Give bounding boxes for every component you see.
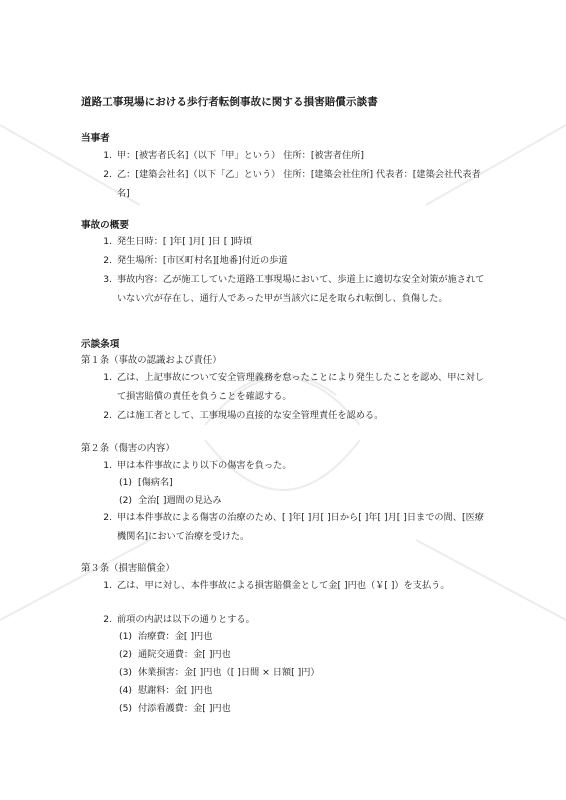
item-number: 1.	[103, 580, 112, 591]
sub-item-text: 全治[ ]週間の見込み	[138, 495, 222, 506]
sub-item	[119, 646, 231, 660]
item-text: 前項の内訳は以下の通りとする。	[117, 614, 255, 625]
item-number: 1.	[103, 150, 112, 161]
sub-item	[119, 628, 212, 642]
item-text: 甲は本件事故による傷害の治療のため、[ ]年[ ]月[ ]日から[ ]年[ ]月[ ]日までの間、[医療機関名]において治療を受けた。	[117, 512, 484, 542]
list-item	[100, 406, 490, 425]
summary-heading: 事故の概要	[81, 220, 129, 231]
item-number: 2.	[103, 169, 112, 180]
item-number: 2.	[103, 614, 112, 625]
item-number: 1.	[103, 460, 112, 471]
list-item	[100, 456, 490, 475]
item-text: 甲：[被害者氏名]（以下「甲」という） 住所：[被害者住所]	[117, 150, 364, 161]
sub-item-text: 付添看護費：金[ ]円也	[138, 703, 231, 714]
list-item	[100, 576, 490, 595]
sub-item-number: (1)	[119, 631, 133, 642]
item-text: 乙は施工者として、工事現場の直接的な安全管理責任を認める。	[117, 410, 384, 421]
sub-item-text: [傷病名]	[138, 477, 173, 488]
sub-item	[119, 474, 173, 488]
item-number: 2.	[103, 512, 112, 523]
sub-item-number: (3)	[119, 667, 133, 678]
item-text: 乙は、上記事故について安全管理義務を怠ったことにより発生したことを認め、甲に対して損害賠償の責任を負うことを確認する。	[117, 372, 484, 402]
sub-item-text: 休業損害：金[ ]円也（[ ]日間 × 日額[ ]円）	[138, 667, 320, 678]
parties-heading: 当事者	[81, 133, 110, 144]
terms-heading: 示談条項	[81, 339, 120, 350]
list-item	[100, 270, 490, 308]
article-1-title: 第１条（事故の認識および責任）	[81, 355, 222, 366]
sub-item-number: (1)	[119, 477, 133, 488]
item-number: 2.	[103, 410, 112, 421]
item-text: 乙は、甲に対し、本件事故による損害賠償金として金[ ]円也（￥[ ]）を支払う。	[117, 580, 450, 591]
sub-item	[119, 700, 231, 714]
sub-item-text: 慰謝料：金[ ]円也	[138, 685, 213, 696]
item-text: 発生日時：[ ]年[ ]月[ ]日 [ ]時頃	[117, 236, 253, 247]
sub-item-text: 治療費：金[ ]円也	[138, 631, 213, 642]
list-item	[100, 146, 490, 165]
list-item	[100, 251, 490, 270]
list-item	[100, 368, 490, 406]
item-text: 発生場所：[市区町村名][地番]付近の歩道	[117, 255, 288, 266]
sub-item	[119, 664, 320, 678]
item-number: 2.	[103, 255, 112, 266]
article-2-title: 第２条（傷害の内容）	[81, 443, 175, 454]
list-item	[100, 610, 490, 629]
item-number: 3.	[103, 274, 112, 285]
item-text: 乙：[建築会社名]（以下「乙」という） 住所：[建築会社住所] 代表者：[建築会社代表者名]	[117, 169, 481, 199]
item-text: 甲は本件事故により以下の傷害を負った。	[117, 460, 292, 471]
article-3-title: 第３条（損害賠償金）	[81, 563, 175, 574]
sub-item	[119, 682, 212, 696]
list-item	[100, 232, 490, 251]
item-number: 1.	[103, 236, 112, 247]
list-item	[100, 508, 490, 546]
item-text: 事故内容：乙が施工していた道路工事現場において、歩道上に適切な安全対策が施されていない穴が存在し、通行人であった甲が当該穴に足を取られ転倒し、負傷した。	[117, 274, 485, 304]
document-title: 道路工事現場における歩行者転倒事故に関する損害賠償示談書	[81, 96, 378, 108]
sub-item-number: (2)	[119, 495, 133, 506]
sub-item-number: (5)	[119, 703, 133, 714]
sub-item-text: 通院交通費：金[ ]円也	[138, 649, 231, 660]
sub-item	[119, 492, 222, 506]
sub-item-number: (4)	[119, 685, 133, 696]
sub-item-number: (2)	[119, 649, 133, 660]
list-item	[100, 165, 490, 203]
item-number: 1.	[103, 372, 112, 383]
